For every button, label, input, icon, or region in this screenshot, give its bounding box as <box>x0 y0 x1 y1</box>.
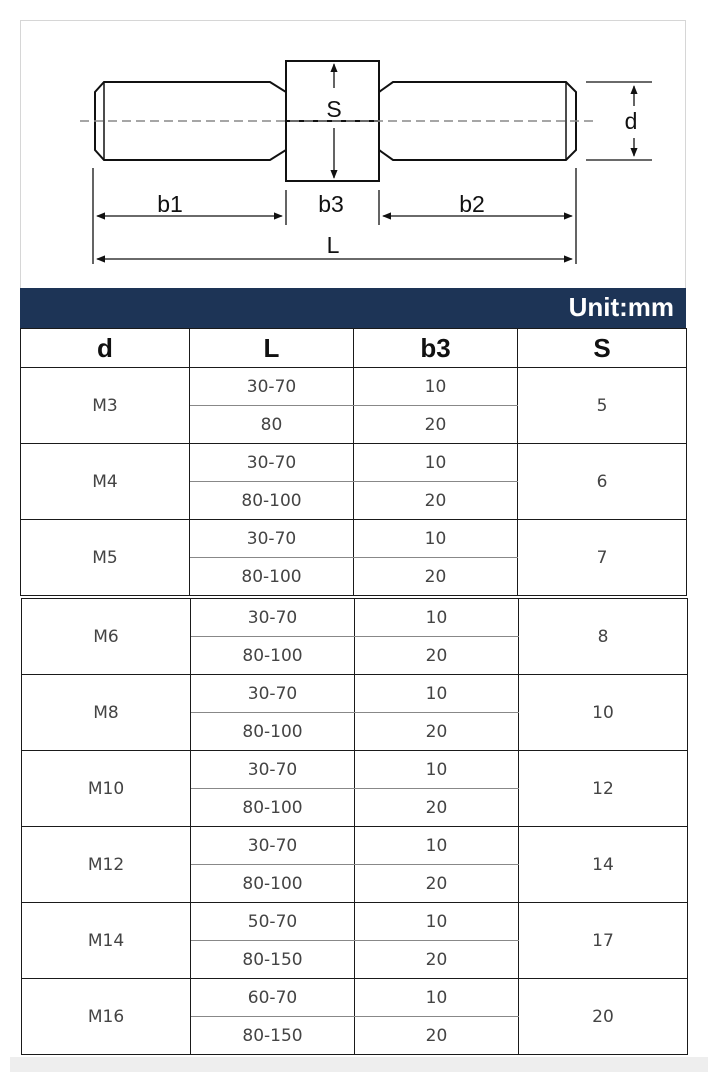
length-l-cell: 80-100 <box>191 865 355 903</box>
stud-bolt-diagram <box>20 20 686 288</box>
hex-s-cell: 12 <box>519 751 688 827</box>
hex-s-cell: 17 <box>519 903 688 979</box>
b3-cell: 10 <box>355 903 519 941</box>
b3-cell: 10 <box>355 979 519 1017</box>
spec-table-upper <box>20 328 687 596</box>
b3-cell: 20 <box>355 941 519 979</box>
spec-table-lower <box>21 598 688 1055</box>
length-l-cell: 60-70 <box>191 979 355 1017</box>
bottom-strip <box>10 1057 708 1072</box>
b3-cell: 10 <box>354 520 518 558</box>
size-d-cell: M4 <box>21 444 190 520</box>
d-label: d <box>624 108 638 134</box>
table-row <box>21 444 687 482</box>
header-s: S <box>518 329 687 368</box>
length-l-cell: 80-100 <box>191 637 355 675</box>
hex-s-cell: 10 <box>519 675 688 751</box>
length-l-cell: 80-100 <box>190 482 354 520</box>
b3-cell: 20 <box>355 865 519 903</box>
length-l-cell: 30-70 <box>191 827 355 865</box>
b3-label: b3 <box>318 191 344 217</box>
header-l: L <box>190 329 354 368</box>
b3-cell: 10 <box>355 599 519 637</box>
b3-cell: 10 <box>355 827 519 865</box>
b3-cell: 10 <box>354 444 518 482</box>
b3-cell: 20 <box>354 406 518 444</box>
unit-banner <box>20 288 686 328</box>
header-b3: b3 <box>354 329 518 368</box>
l-label: L <box>326 232 340 258</box>
length-l-cell: 30-70 <box>191 675 355 713</box>
table-row <box>21 520 687 558</box>
b2-label: b2 <box>459 191 485 217</box>
table-row <box>22 827 688 865</box>
length-l-cell: 30-70 <box>191 751 355 789</box>
hex-s-cell: 8 <box>519 599 688 675</box>
table-row <box>22 751 688 789</box>
length-l-cell: 80-150 <box>191 941 355 979</box>
length-l-cell: 80 <box>190 406 354 444</box>
unit-label: Unit:mm <box>568 292 674 322</box>
size-d-cell: M14 <box>22 903 191 979</box>
length-l-cell: 80-150 <box>191 1017 355 1055</box>
length-l-cell: 80-100 <box>191 789 355 827</box>
length-l-cell: 30-70 <box>191 599 355 637</box>
b1-label: b1 <box>157 191 183 217</box>
length-l-cell: 30-70 <box>190 520 354 558</box>
hex-s-cell: 6 <box>518 444 687 520</box>
hex-s-cell: 14 <box>519 827 688 903</box>
size-d-cell: M12 <box>22 827 191 903</box>
header-d: d <box>21 329 190 368</box>
size-d-cell: M10 <box>22 751 191 827</box>
size-d-cell: M6 <box>22 599 191 675</box>
size-d-cell: M5 <box>21 520 190 596</box>
table-row <box>22 599 688 637</box>
table-row <box>22 979 688 1017</box>
length-l-cell: 30-70 <box>190 444 354 482</box>
size-d-cell: M3 <box>21 368 190 444</box>
table-row <box>22 903 688 941</box>
table-row <box>22 675 688 713</box>
b3-cell: 10 <box>355 751 519 789</box>
b3-cell: 10 <box>354 368 518 406</box>
length-l-cell: 30-70 <box>190 368 354 406</box>
s-label: S <box>326 96 342 122</box>
b3-cell: 10 <box>355 675 519 713</box>
hex-s-cell: 20 <box>519 979 688 1055</box>
b3-cell: 20 <box>354 558 518 596</box>
hex-s-cell: 5 <box>518 368 687 444</box>
b3-cell: 20 <box>354 482 518 520</box>
b3-cell: 20 <box>355 637 519 675</box>
header-row <box>21 329 687 368</box>
hex-s-cell: 7 <box>518 520 687 596</box>
length-l-cell: 50-70 <box>191 903 355 941</box>
length-l-cell: 80-100 <box>191 713 355 751</box>
b3-cell: 20 <box>355 713 519 751</box>
b3-cell: 20 <box>355 1017 519 1055</box>
table-row <box>21 368 687 406</box>
size-d-cell: M8 <box>22 675 191 751</box>
b3-cell: 20 <box>355 789 519 827</box>
size-d-cell: M16 <box>22 979 191 1055</box>
length-l-cell: 80-100 <box>190 558 354 596</box>
